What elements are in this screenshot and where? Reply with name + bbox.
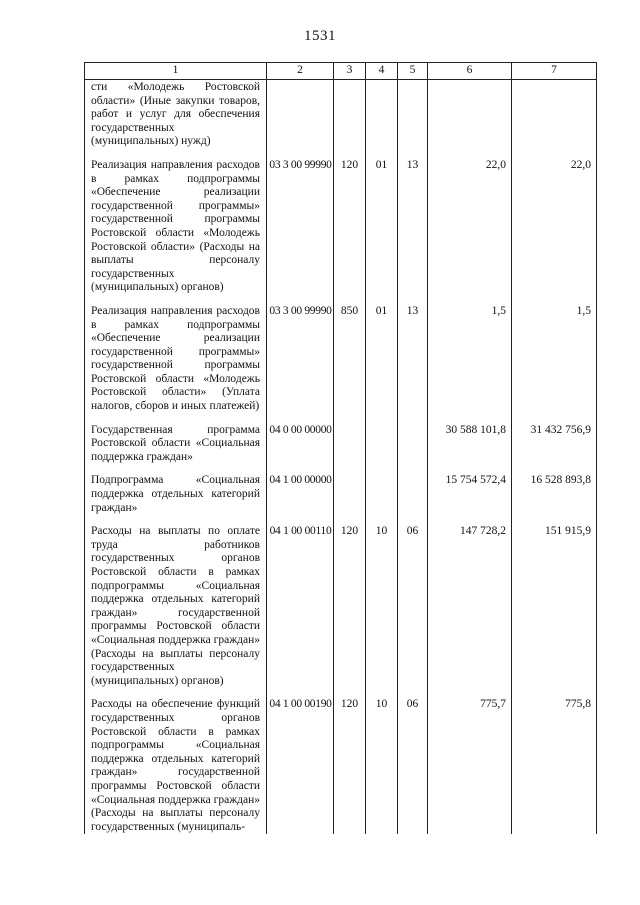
budget-table	[84, 62, 597, 834]
col-header-5: 5	[398, 63, 428, 80]
row-expense-type: 850	[334, 305, 366, 424]
row-name: Расходы на обеспечение функций государственных органов Ростовской области в рамках подпрограммы «Социальная поддержка отдельных категорий граждан» государственной программы Ростовской области «Социальная поддержка граждан» (Расходы на выплаты персоналу государственных (муниципаль-	[85, 698, 267, 834]
row-amount-1: 775,7	[428, 698, 512, 834]
row-amount-1: 1,5	[428, 305, 512, 424]
row-name: Реализация направления расходов в рамках подпрограммы «Обеспечение реализации государственной программы» государственной программы Ростовской области «Молодежь Ростовской области» (Расходы на выплаты персоналу государственных (муниципальных) органов)	[85, 159, 267, 305]
row-amount-2: 1,5	[512, 305, 597, 424]
row-subsection	[398, 424, 428, 475]
row-name: Подпрограмма «Социальная поддержка отдельных категорий граждан»	[85, 474, 267, 525]
row-amount-1: 22,0	[428, 159, 512, 305]
row-section	[366, 474, 398, 525]
row-amount-2: 16 528 893,8	[512, 474, 597, 525]
row-target-code	[267, 80, 334, 159]
row-subsection: 13	[398, 305, 428, 424]
row-target-code: 03 3 00 99990	[267, 305, 334, 424]
row-target-code: 04 0 00 00000	[267, 424, 334, 475]
row-name: Расходы на выплаты по оплате труда работников государственных органов Ростовской области в рамках подпрограммы «Социальная поддержка отдельных категорий граждан» государственной программы Ростовской области «Социальная поддержка граждан» (Расходы на выплаты персоналу государственных (муниципальных) органов)	[85, 525, 267, 698]
row-subsection: 06	[398, 525, 428, 698]
row-name: сти «Молодежь Ростовской области» (Иные закупки товаров, работ и услуг для обеспечения государственных (муниципальных) нужд)	[85, 80, 267, 159]
table-row	[85, 305, 597, 424]
row-target-code: 04 1 00 00000	[267, 474, 334, 525]
row-section	[366, 424, 398, 475]
col-header-6: 6	[428, 63, 512, 80]
table-row	[85, 698, 597, 834]
table-row	[85, 424, 597, 475]
row-subsection	[398, 474, 428, 525]
table-row	[85, 80, 597, 159]
row-section: 01	[366, 305, 398, 424]
col-header-4: 4	[366, 63, 398, 80]
row-subsection: 13	[398, 159, 428, 305]
row-target-code: 03 3 00 99990	[267, 159, 334, 305]
row-amount-2: 775,8	[512, 698, 597, 834]
table-row	[85, 525, 597, 698]
row-expense-type	[334, 424, 366, 475]
row-name: Реализация направления расходов в рамках подпрограммы «Обеспечение реализации государственной программы» государственной программы Ростовской области «Молодежь Ростовской области» (Уплата налогов, сборов и иных платежей)	[85, 305, 267, 424]
row-expense-type	[334, 474, 366, 525]
row-target-code: 04 1 00 00110	[267, 525, 334, 698]
row-subsection	[398, 80, 428, 159]
col-header-7: 7	[512, 63, 597, 80]
row-amount-1	[428, 80, 512, 159]
row-amount-2	[512, 80, 597, 159]
row-name: Государственная программа Ростовской области «Социальная поддержка граждан»	[85, 424, 267, 475]
row-amount-1: 15 754 572,4	[428, 474, 512, 525]
table-row	[85, 474, 597, 525]
row-amount-2: 22,0	[512, 159, 597, 305]
header-row	[85, 63, 597, 80]
page-number: 1531	[304, 28, 336, 44]
row-expense-type: 120	[334, 698, 366, 834]
row-amount-2: 151 915,9	[512, 525, 597, 698]
row-target-code: 04 1 00 00190	[267, 698, 334, 834]
row-section	[366, 80, 398, 159]
row-amount-1: 30 588 101,8	[428, 424, 512, 475]
col-header-2: 2	[267, 63, 334, 80]
row-amount-1: 147 728,2	[428, 525, 512, 698]
row-section: 10	[366, 698, 398, 834]
row-expense-type: 120	[334, 525, 366, 698]
row-subsection: 06	[398, 698, 428, 834]
row-expense-type	[334, 80, 366, 159]
col-header-1: 1	[85, 63, 267, 80]
row-amount-2: 31 432 756,9	[512, 424, 597, 475]
col-header-3: 3	[334, 63, 366, 80]
row-expense-type: 120	[334, 159, 366, 305]
row-section: 01	[366, 159, 398, 305]
row-section: 10	[366, 525, 398, 698]
table-row	[85, 159, 597, 305]
